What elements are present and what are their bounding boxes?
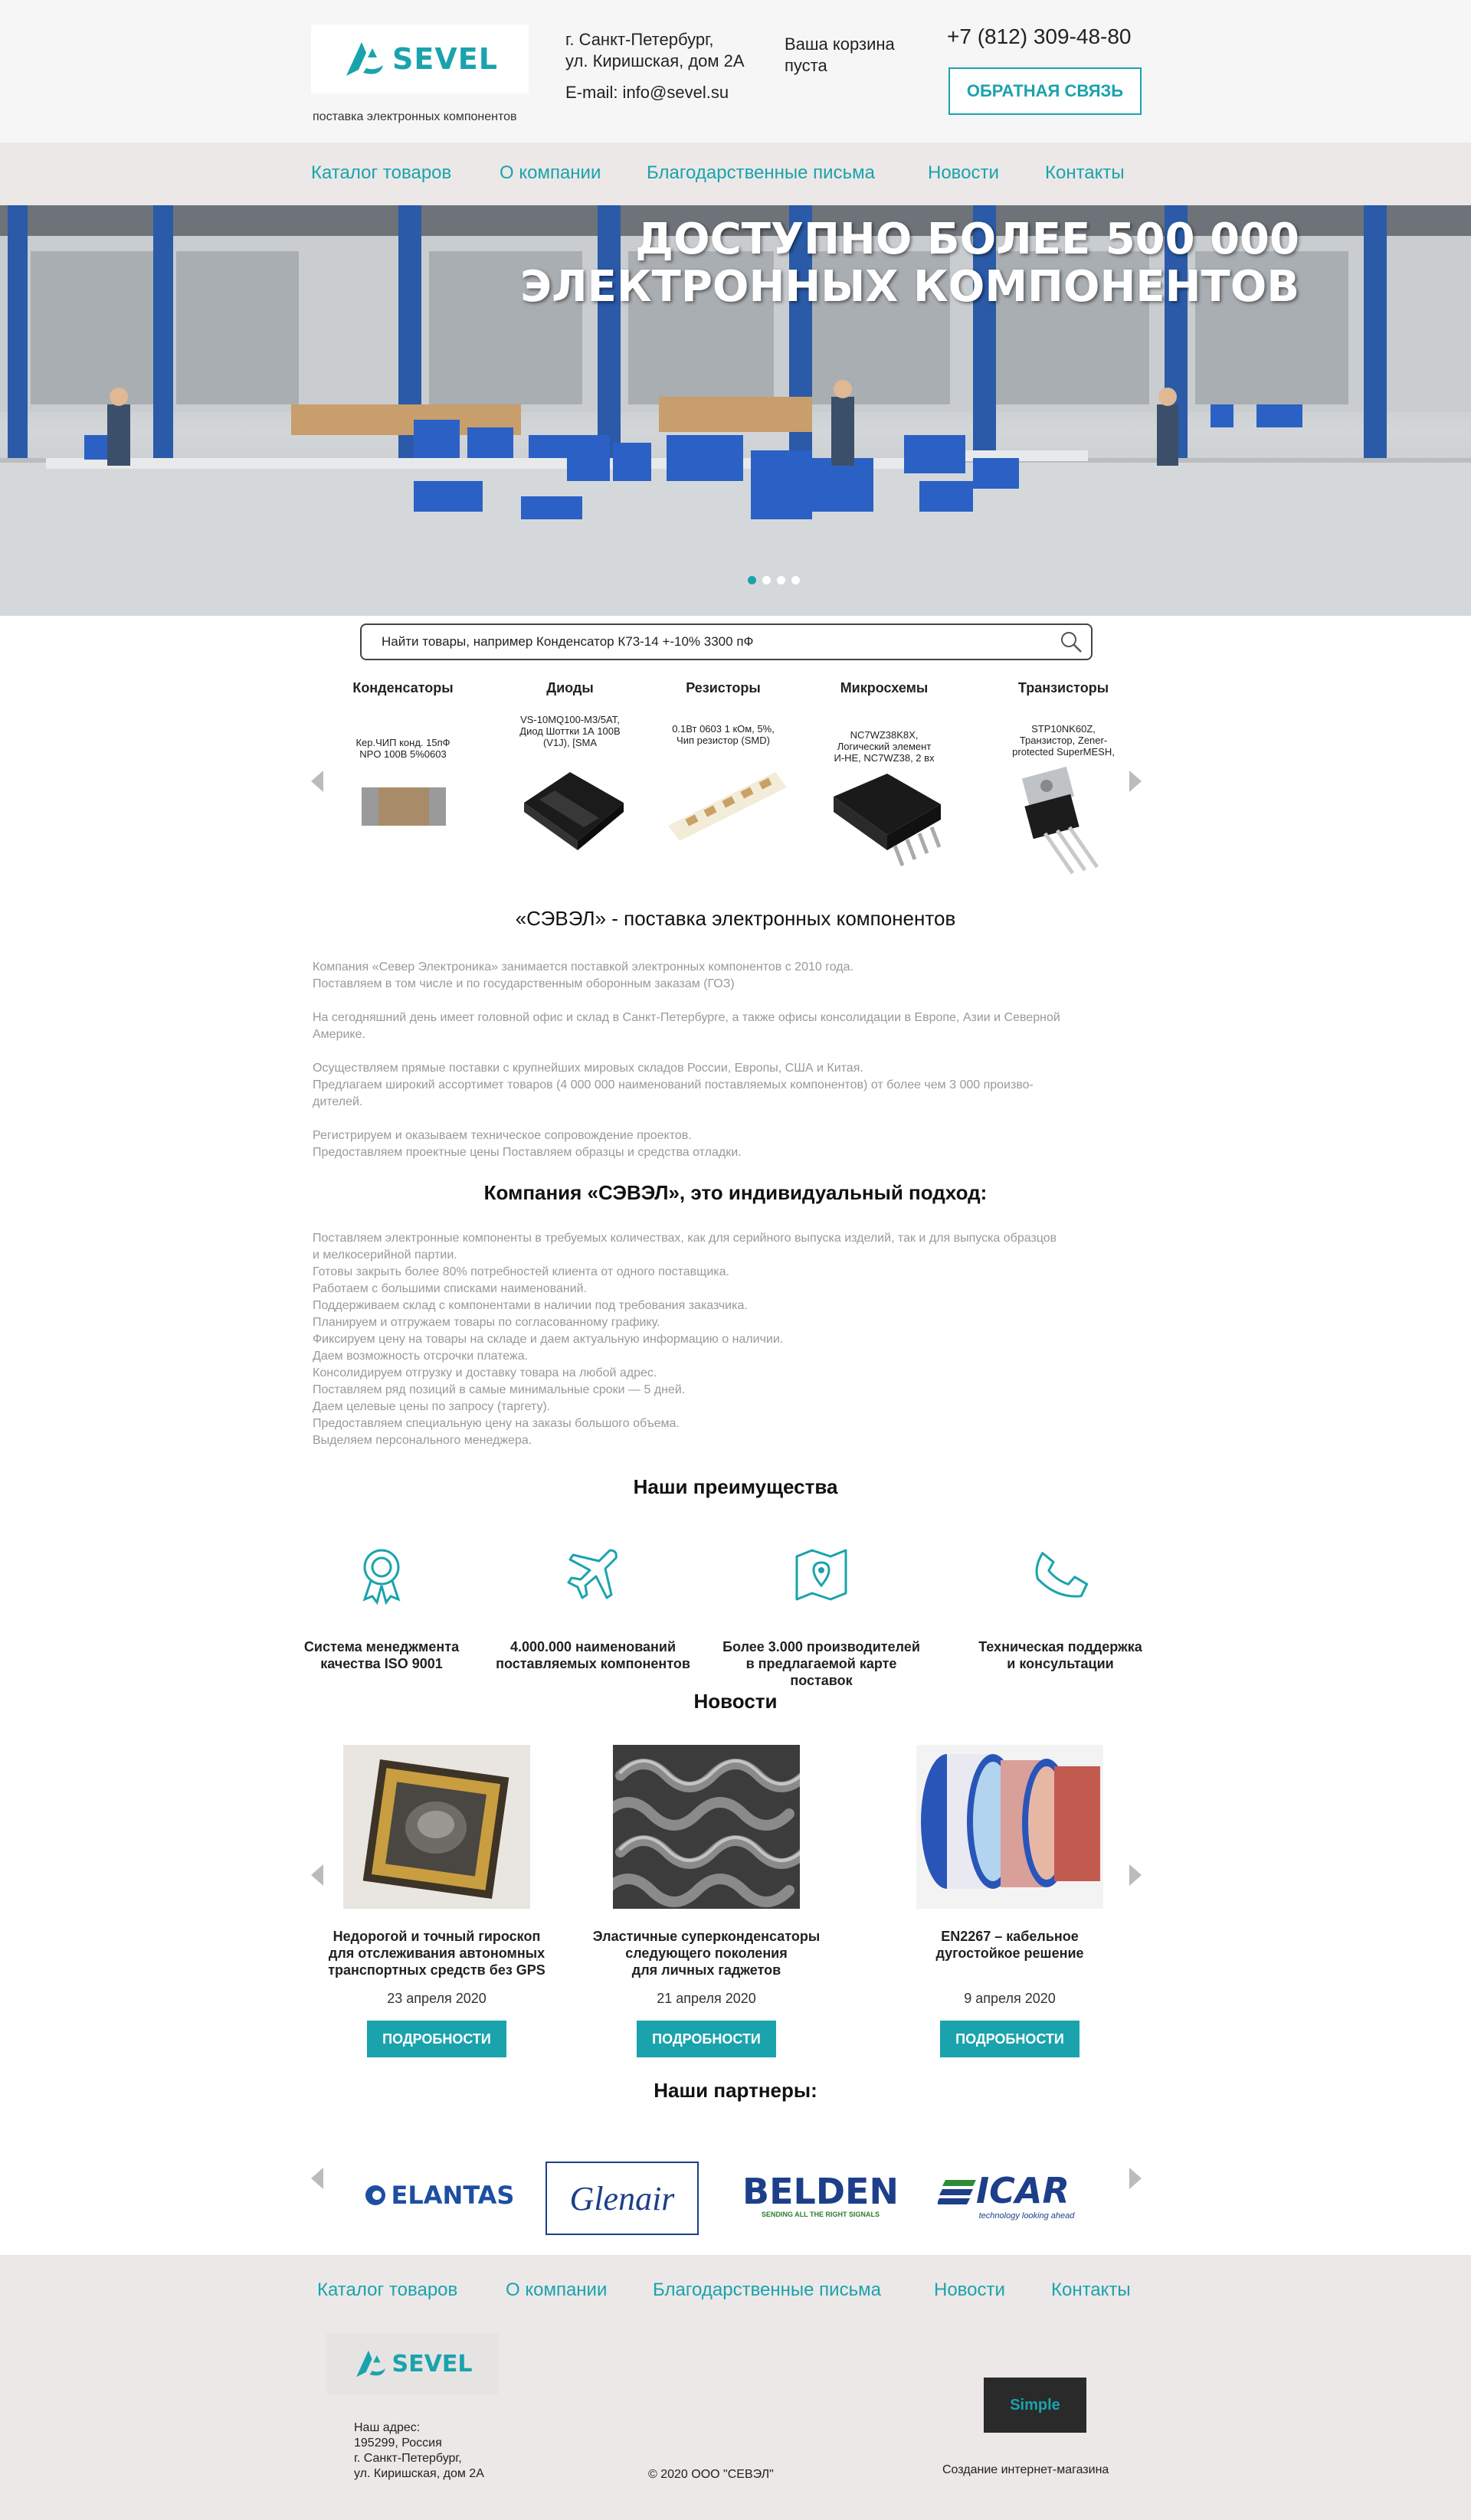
developer-logo[interactable]: Simple: [984, 2378, 1086, 2433]
footer-address-line: 195299, Россия: [354, 2437, 442, 2450]
approach-line: Работаем с большими списками наименований.: [313, 1282, 588, 1295]
slider-dot[interactable]: [762, 576, 771, 584]
about-paragraph: Предлагаем широкий ассортимет товаров (4 000 000 наименований поставляемых компонентов) от более чем 3 000 произво-: [313, 1078, 1034, 1091]
approach-line: и мелкосерийной партии.: [313, 1249, 457, 1262]
tagline: поставка электронных компонентов: [313, 110, 517, 123]
category-desc: [326, 737, 480, 760]
news-gyroscope-image[interactable]: [343, 1745, 530, 1909]
search-input[interactable]: [362, 625, 1036, 659]
approach-line: Консолидируем отгрузку и доставку товара на любой адрес.: [313, 1366, 657, 1379]
advantage-text: [714, 1638, 929, 1689]
category-desc-line: (V1J), [SMA: [542, 737, 598, 748]
advantage-item: [953, 1544, 1168, 1672]
hero-slider[interactable]: [0, 205, 1471, 616]
category-capacitors[interactable]: [326, 680, 480, 760]
approach-line: Даем целевые цены по запросу (таргету).: [313, 1400, 551, 1413]
advantages-title: Наши преимущества: [633, 1475, 838, 1498]
partner-name: Glenair: [569, 2179, 675, 2217]
category-desc-line: Чип резистор (SMD): [677, 735, 770, 746]
news-details-button[interactable]: ПОДРОБНОСТИ: [637, 2021, 776, 2057]
news-details-button[interactable]: ПОДРОБНОСТИ: [940, 2021, 1079, 2057]
approach-line: Предоставляем специальную цену на заказы большого объема.: [313, 1417, 680, 1430]
partners-next-arrow[interactable]: [1129, 2168, 1142, 2189]
news-date: 23 апреля 2020: [387, 1991, 487, 2006]
news-title: Новости: [693, 1690, 778, 1713]
icar-stripes-icon: [938, 2175, 976, 2206]
advantage-text: [486, 1638, 700, 1672]
about-paragraph: Предоставляем проектные цены Поставляем образцы и средства отладки.: [313, 1146, 742, 1159]
sevel-logo-icon: [352, 2347, 389, 2381]
airplane-icon: [562, 1544, 624, 1605]
category-desc-line: Кер.ЧИП конд. 15пФ: [355, 737, 450, 748]
capacitor-image: [354, 772, 454, 833]
slider-dot[interactable]: [777, 576, 785, 584]
approach-line: Поставляем электронные компоненты в требуемых количествах, как для серийного выпуска изделий, так и для выпуска образцов: [313, 1232, 1057, 1245]
approach-line: Планируем и отгружаем товары по согласованному графику.: [313, 1316, 660, 1329]
footer-address-line: ул. Киришская, дом 2А: [354, 2467, 484, 2480]
about-paragraph: Компания «Север Электроника» занимается поставкой электронных компонентов с 2010 года.: [313, 961, 853, 974]
category-desc-line: protected SuperMESH,: [1012, 746, 1115, 758]
category-desc-line: И-НЕ, NC7WZ38, 2 вх: [834, 752, 935, 764]
award-icon: [351, 1544, 412, 1605]
elantas-logo-icon: [364, 2184, 387, 2207]
nav-item-news[interactable]: Новости: [928, 162, 999, 183]
news-title-line: EN2267 – кабельное: [941, 1929, 1079, 1944]
news-item-title[interactable]: [591, 1928, 821, 1978]
category-transistors[interactable]: [987, 680, 1140, 758]
about-text: [313, 959, 1148, 1161]
approach-line: Даем возможность отсрочки платежа.: [313, 1350, 529, 1363]
map-icon: [791, 1544, 852, 1605]
approach-line: Фиксируем цену на товары на складе и даем актуальную информацию о наличии.: [313, 1333, 784, 1346]
footer-address-line: г. Санкт-Петербург,: [354, 2452, 462, 2465]
about-title: «СЭВЭЛ» - поставка электронных компонентов: [515, 907, 956, 930]
hero-title-line: ЭЛЕКТРОННЫХ КОМПОНЕНТОВ: [520, 262, 1299, 312]
about-paragraph: Осуществляем прямые поставки с крупнейших мировых складов России, Европы, США и Китая.: [313, 1062, 863, 1075]
advantage-line: в предлагаемой карте поставок: [745, 1656, 897, 1688]
diode-image: [509, 757, 631, 856]
nav-item-letters[interactable]: Благодарственные письма: [647, 162, 875, 183]
approach-line: Выделяем персонального менеджера.: [313, 1434, 532, 1447]
developer-caption[interactable]: Создание интернет-магазина: [942, 2463, 1109, 2476]
approach-line: Поставляем ряд позиций в самые минимальные сроки — 5 дней.: [313, 1383, 686, 1396]
microchip-image: [826, 766, 948, 881]
footer-address-line: Наш адрес:: [354, 2421, 421, 2434]
category-desc-line: Транзистор, Zener-: [1019, 735, 1108, 746]
advantage-line: 4.000.000 наименований: [509, 1639, 677, 1654]
advantage-item: [714, 1544, 929, 1689]
news-title-line: дугостойкое решение: [935, 1946, 1084, 1961]
footer-nav-letters[interactable]: Благодарственные письма: [653, 2279, 881, 2300]
approach-title: Компания «СЭВЭЛ», это индивидуальный подход:: [483, 1181, 988, 1204]
advantage-line: поставляемых компонентов: [496, 1656, 690, 1671]
category-microchips[interactable]: [808, 680, 961, 764]
category-desc: [987, 723, 1140, 758]
logo-text: SEVEL: [392, 42, 498, 76]
sevel-logo-icon: [342, 38, 388, 80]
footer-logo-text: SEVEL: [392, 2350, 473, 2378]
footer-nav-news[interactable]: Новости: [934, 2279, 1005, 2300]
footer-address: [354, 2420, 484, 2482]
footer-copyright: © 2020 ООО "СЕВЭЛ": [648, 2468, 774, 2481]
news-next-arrow[interactable]: [1129, 1864, 1142, 1886]
footer-nav-contacts[interactable]: Контакты: [1051, 2279, 1131, 2300]
approach-line: Поддерживаем склад с компонентами в наличии под требования заказчика.: [313, 1299, 748, 1312]
footer-nav-about[interactable]: О компании: [506, 2279, 608, 2300]
about-paragraph: На сегодняшний день имеет головной офис и склад в Санкт-Петербурге, а также офисы консолидации в Европе, Азии и Северной: [313, 1011, 1060, 1024]
hero-title-line: ДОСТУПНО БОЛЕЕ 500 000: [635, 214, 1299, 264]
category-title: Резисторы: [686, 680, 761, 695]
approach-text: [313, 1230, 1148, 1449]
news-item: [591, 1745, 821, 2057]
advantage-text: [953, 1638, 1168, 1672]
partner-name: ELANTAS: [391, 2181, 515, 2210]
advantage-line: Система менеджмента: [303, 1639, 460, 1654]
advantage-line: качества ISO 9001: [320, 1656, 443, 1671]
advantage-line: и консультации: [1007, 1656, 1114, 1671]
about-paragraph: Поставляем в том числе и по государственным оборонным заказам (ГОЗ): [313, 977, 735, 990]
hero-title: [520, 216, 1299, 311]
category-title: Транзисторы: [1017, 680, 1109, 695]
advantage-item: [486, 1544, 700, 1672]
news-title-line: для личных гаджетов: [631, 1962, 781, 1978]
partner-name: ICAR: [976, 2170, 1070, 2211]
partner-slogan: technology looking ahead: [978, 2211, 1075, 2221]
footer: [0, 2255, 1471, 2520]
icar-logo: [938, 2170, 1070, 2211]
partners-prev-arrow[interactable]: [311, 2168, 323, 2189]
cart-line: пуста: [785, 56, 827, 75]
header-address: [565, 29, 745, 72]
nav-item-about[interactable]: О компании: [500, 162, 601, 183]
logo[interactable]: [311, 25, 529, 93]
search-bar: [360, 623, 1093, 660]
news-item-title[interactable]: [322, 1928, 552, 1978]
footer-logo[interactable]: [326, 2333, 498, 2394]
news-details-button[interactable]: ПОДРОБНОСТИ: [367, 2021, 506, 2057]
cart-status[interactable]: [785, 34, 938, 77]
category-desc-line: NPO 100В 5%0603: [359, 748, 447, 760]
header: [0, 0, 1471, 142]
about-paragraph: Америке.: [313, 1028, 365, 1041]
category-desc: [647, 723, 800, 746]
partner-belden[interactable]: [740, 2157, 901, 2234]
address-line: ул. Киришская, дом 2А: [565, 51, 745, 70]
partner-slogan: SENDING ALL THE RIGHT SIGNALS: [761, 2211, 880, 2218]
slider-dot[interactable]: [791, 576, 800, 584]
news-item: [895, 1745, 1125, 2057]
category-resistors[interactable]: [647, 680, 800, 746]
news-item: [322, 1745, 552, 2057]
partner-glenair[interactable]: [545, 2162, 699, 2235]
partner-elantas[interactable]: [359, 2157, 519, 2234]
category-desc-line: VS-10MQ100-M3/5AT,: [520, 714, 620, 725]
news-cable-image[interactable]: [916, 1745, 1103, 1909]
about-paragraph: Регистрируем и оказываем техническое сопровождение проектов.: [313, 1129, 692, 1142]
category-title: Микросхемы: [840, 680, 929, 695]
about-paragraph: дителей.: [313, 1095, 363, 1108]
approach-line: Готовы закрыть более 80% потребностей клиента от одного поставщика.: [313, 1265, 729, 1278]
partners-title: Наши партнеры:: [654, 2079, 817, 2102]
main-nav: [0, 142, 1471, 205]
nav-item-contacts[interactable]: Контакты: [1045, 162, 1125, 183]
footer-nav-catalog[interactable]: Каталог товаров: [317, 2279, 458, 2300]
address-line: г. Санкт-Петербург,: [565, 30, 714, 49]
resistor-tape-image: [660, 757, 791, 849]
category-desc-line: STP10NK60Z,: [1031, 723, 1096, 735]
category-title: Диоды: [546, 680, 594, 695]
advantage-line: Техническая поддержка: [978, 1639, 1142, 1654]
category-diodes[interactable]: [493, 680, 647, 748]
feedback-button[interactable]: ОБРАТНАЯ СВЯЗЬ: [948, 67, 1142, 115]
news-date: 9 апреля 2020: [964, 1991, 1056, 2006]
news-supercapacitor-image[interactable]: [613, 1745, 800, 1909]
news-date: 21 апреля 2020: [657, 1991, 756, 2006]
categories-prev-arrow[interactable]: [311, 771, 323, 792]
advantage-text: [274, 1638, 489, 1672]
news-title-line: Недорогой и точный гироскоп: [333, 1929, 541, 1944]
category-desc: [493, 714, 647, 748]
header-email[interactable]: E-mail: info@sevel.su: [565, 83, 729, 102]
partner-icar[interactable]: [927, 2157, 1080, 2234]
cart-line: Ваша корзина: [785, 34, 895, 54]
category-desc-line: Логический элемент: [837, 741, 932, 752]
phone-icon: [1030, 1544, 1091, 1605]
header-phone[interactable]: +7 (812) 309-48-80: [947, 25, 1132, 48]
nav-item-catalog[interactable]: Каталог товаров: [311, 162, 452, 183]
news-title-line: транспортных средств без GPS: [328, 1962, 545, 1978]
slider-dots: [748, 576, 800, 584]
search-icon[interactable]: [1059, 630, 1083, 654]
category-desc-line: 0.1Вт 0603 1 кОм, 5%,: [672, 723, 775, 735]
news-title-line: следующего поколения: [625, 1946, 788, 1961]
category-desc-line: Диод Шоттки 1А 100В: [519, 725, 621, 737]
partner-name: BELDEN: [742, 2171, 899, 2212]
category-desc: [808, 729, 961, 764]
category-title: Конденсаторы: [352, 680, 454, 695]
advantage-line: Более 3.000 производителей: [722, 1639, 920, 1654]
news-item-title[interactable]: [895, 1928, 1125, 1962]
slider-dot[interactable]: [748, 576, 756, 584]
category-desc-line: NC7WZ38K8X,: [850, 729, 919, 741]
news-title-line: для отслеживания автономных: [328, 1946, 545, 1961]
categories-next-arrow[interactable]: [1129, 771, 1142, 792]
news-title-line: Эластичные суперконденсаторы: [592, 1929, 821, 1944]
advantage-item: [274, 1544, 489, 1672]
transistor-image: [1010, 764, 1117, 879]
